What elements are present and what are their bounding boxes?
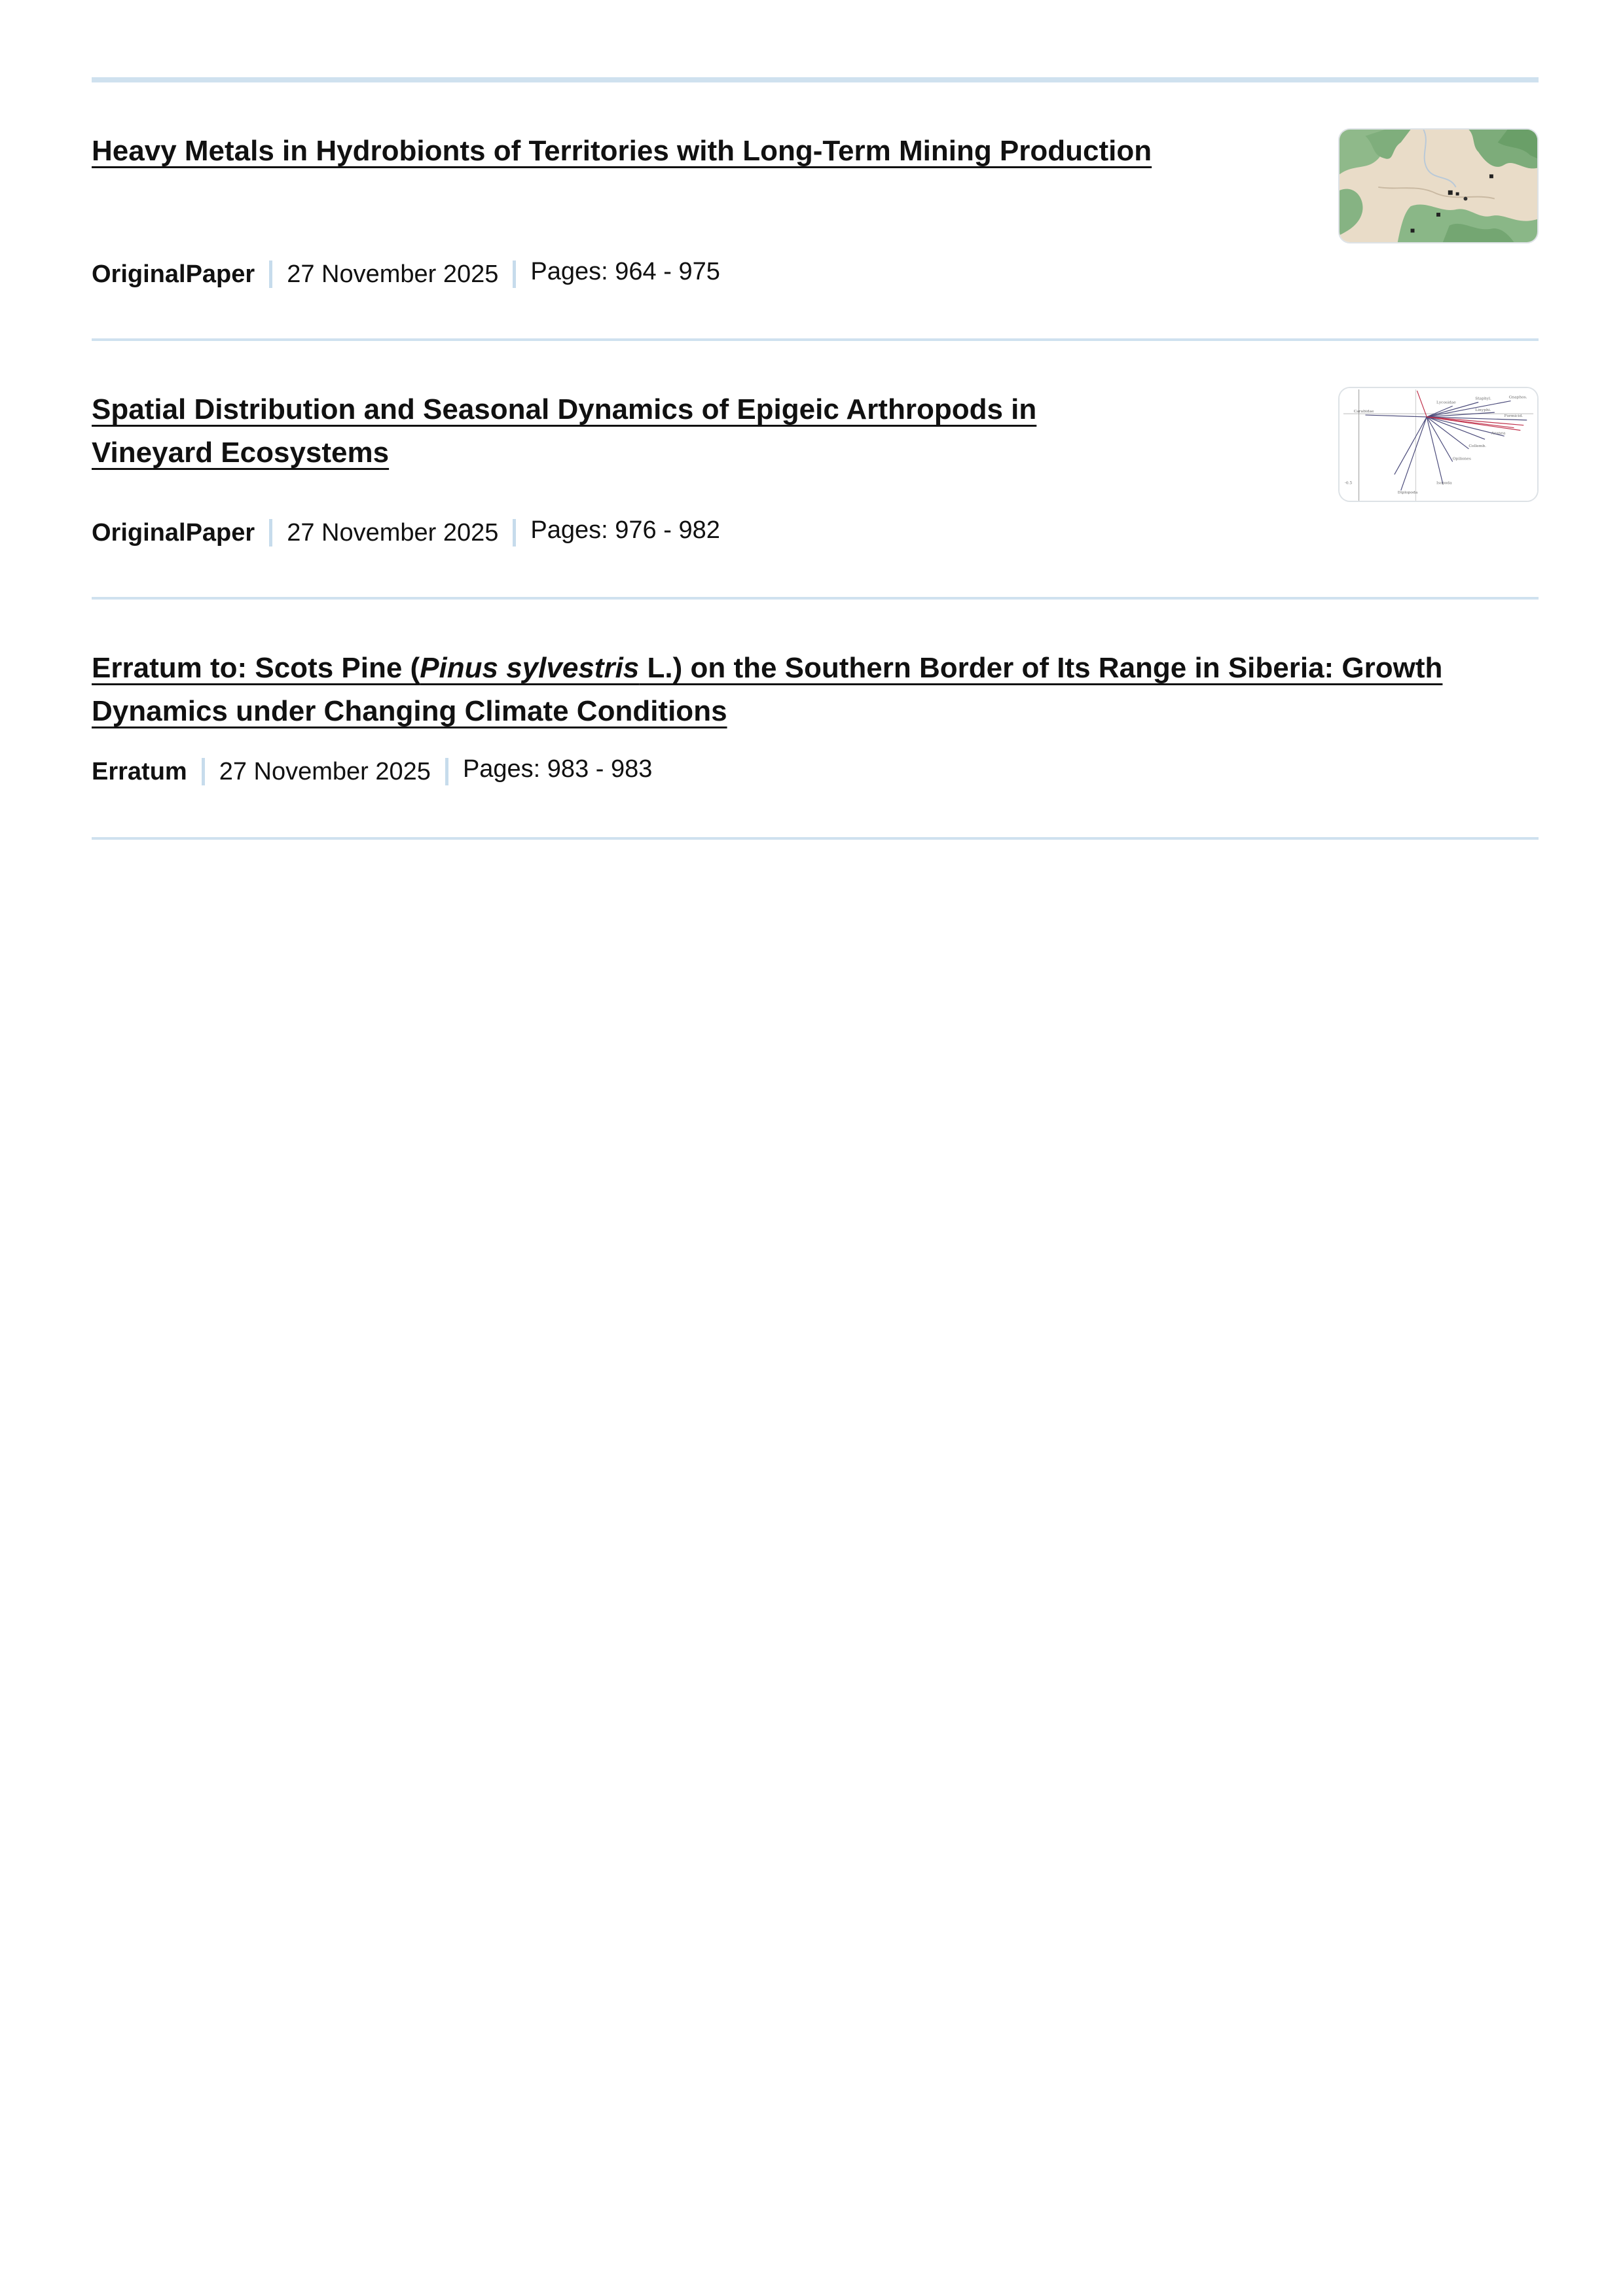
map-thumbnail-image — [1340, 130, 1537, 242]
article-meta — [92, 516, 720, 549]
article-title — [92, 388, 1165, 475]
article-title — [92, 130, 1434, 173]
article-type: OriginalPaper — [92, 519, 255, 547]
svg-text:Isopoda: Isopoda — [1436, 481, 1452, 486]
bottom-divider — [92, 837, 1539, 840]
article-date: 27 November 2025 — [219, 758, 431, 785]
article-meta — [92, 258, 720, 291]
article-title-link[interactable] — [92, 652, 1442, 727]
article-type: OriginalPaper — [92, 260, 255, 288]
article-thumbnail-diagram[interactable] — [1338, 387, 1539, 502]
meta-separator — [513, 260, 516, 288]
svg-text:-0.5: -0.5 — [1344, 481, 1353, 486]
meta-separator — [269, 519, 272, 547]
meta-separator — [202, 758, 205, 785]
article-thumbnail-map[interactable] — [1338, 128, 1539, 243]
article-item — [92, 80, 1539, 338]
article-item — [92, 597, 1539, 837]
article-pages: Pages: 983 - 983 — [462, 755, 653, 783]
article-pages: Pages: 964 - 975 — [530, 258, 720, 285]
title-text-before: Erratum to: Scots Pine ( — [92, 652, 420, 684]
svg-text:Aranea: Aranea — [1491, 431, 1506, 436]
svg-text:Carabidae: Carabidae — [1353, 410, 1374, 414]
title-text-after: L.) on the Southern Border of Its Range in Siberia: Growth Dynamics under Changing Climate Conditions — [92, 652, 1443, 727]
article-title-link[interactable]: Spatial Distribution and Seasonal Dynamics of Epigeic Arthropods in Vineyard Ecosystems — [92, 393, 1037, 469]
svg-text:Opiliones: Opiliones — [1452, 457, 1471, 461]
article-title — [92, 647, 1499, 733]
article-meta — [92, 755, 652, 788]
svg-text:Collemb.: Collemb. — [1468, 444, 1486, 448]
article-item — [92, 338, 1539, 597]
svg-text:Gnaphos.: Gnaphos. — [1508, 395, 1527, 400]
svg-text:Diplopoda: Diplopoda — [1397, 491, 1418, 495]
article-pages: Pages: 976 - 982 — [530, 516, 720, 544]
article-date: 27 November 2025 — [287, 260, 499, 288]
article-date: 27 November 2025 — [287, 519, 499, 547]
svg-text:Lycosidae: Lycosidae — [1436, 401, 1456, 405]
svg-text:Linyphi.: Linyphi. — [1475, 408, 1491, 413]
article-title-link[interactable]: Heavy Metals in Hydrobionts of Territories with Long-Term Mining Production — [92, 135, 1152, 167]
svg-text:Formicid.: Formicid. — [1504, 414, 1523, 418]
title-species-name: Pinus sylvestris — [420, 652, 640, 684]
meta-separator — [445, 758, 448, 785]
ordination-diagram-thumbnail-image — [1340, 388, 1537, 501]
svg-text:Staphyl.: Staphyl. — [1475, 397, 1491, 401]
meta-separator — [513, 519, 516, 547]
article-type: Erratum — [92, 758, 187, 785]
meta-separator — [269, 260, 272, 288]
article-list — [92, 77, 1539, 840]
